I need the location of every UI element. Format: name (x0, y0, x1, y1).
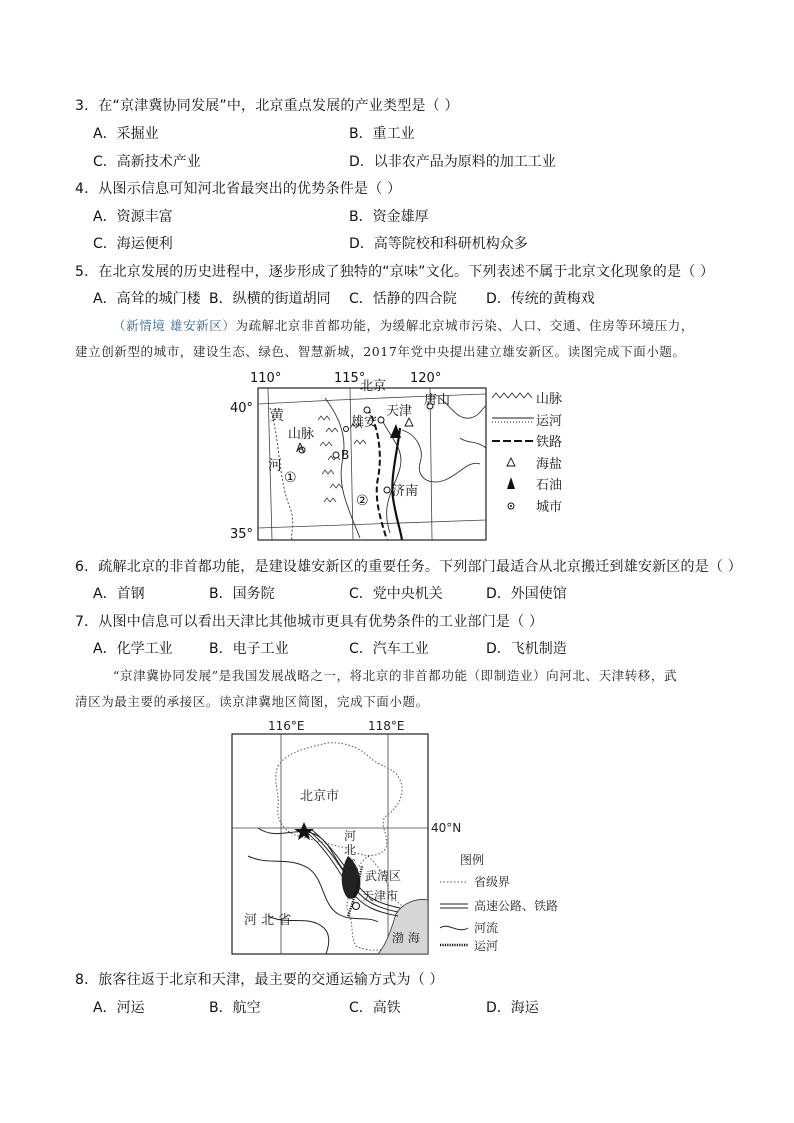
map1-lon-115: 115° (334, 371, 366, 386)
intro2-line2: 清区为最主要的承接区。读京津冀地区简图，完成下面小题。 (75, 694, 429, 709)
q8-option-d[interactable]: D．海运 (486, 1000, 539, 1016)
legend-sea-salt: 海盐 (536, 457, 563, 472)
q5-option-a[interactable]: A．高耸的城门楼 (93, 291, 201, 307)
q3-stem: 3．在“京津冀协同发展”中，北京重点发展的产业类型是（ ） (75, 98, 459, 114)
legend-canal: 运河 (536, 414, 563, 429)
map1-legend (492, 392, 562, 515)
q7-option-a[interactable]: A．化学工业 (93, 641, 173, 657)
intro1-tag: （新情境 雄安新区） (113, 318, 236, 333)
q5-option-b[interactable]: B．纵横的街道胡同 (209, 291, 331, 307)
map2-legend-title: 图例 (460, 853, 485, 867)
q5-option-c[interactable]: C．恬静的四合院 (349, 291, 457, 307)
map2-lat-40: 40°N (431, 821, 462, 835)
map2-hebei-v1: 河 (344, 829, 357, 843)
legend-city: 城市 (536, 500, 563, 515)
intro1-line1 (113, 316, 694, 334)
q4-stem: 4．从图示信息可知河北省最突出的优势条件是（ ） (75, 181, 402, 197)
map2-bohai-label: 渤 海 (392, 931, 420, 945)
map1-tangshan: 唐山 (424, 393, 451, 408)
map1-lat-40: 40° (230, 401, 254, 416)
map1-huang: 黄 (270, 408, 284, 424)
legend-railway: 铁路 (536, 435, 563, 450)
map1-he: 河 (268, 458, 282, 474)
q6-stem: 6．疏解北京的非首都功能，是建设雄安新区的重要任务。下列部门最适合从北京搬迁到雄安新区的是（ ） (75, 559, 742, 575)
q6-option-c[interactable]: C．党中央机关 (349, 586, 443, 602)
legend-mountain: 山脉 (536, 392, 563, 407)
legend-highway-railway: 高速公路、铁路 (474, 899, 559, 913)
map1-area-2: ② (356, 493, 369, 509)
legend-oil: 石油 (536, 478, 563, 493)
map1-shanmai: 山脉 (288, 427, 315, 442)
map-xiongan (230, 368, 600, 544)
q7-option-b[interactable]: B．电子工业 (209, 641, 289, 657)
map2-beijing-label: 北京市 (300, 789, 340, 804)
map1-area-1: ① (284, 470, 297, 486)
map2-tianjin-city (353, 903, 360, 910)
q8-option-b[interactable]: B．航空 (209, 1000, 261, 1016)
map2-tianjin-label: 天津市 (362, 889, 399, 903)
map1-beijing: 北京 (360, 379, 387, 394)
q8-option-c[interactable]: C．高铁 (349, 1000, 401, 1016)
q8-option-a[interactable]: A．河运 (93, 1000, 145, 1016)
map2-lon-116: 116°E (268, 719, 305, 733)
map1-lat-35: 35° (230, 527, 254, 542)
legend-canal: 运河 (474, 939, 499, 953)
map1-point-b: B (341, 448, 350, 462)
map1-xiongan: 雄安 (351, 415, 378, 430)
map2-hebei-v2: 北 (344, 843, 357, 857)
q7-option-d[interactable]: D．飞机制造 (486, 641, 567, 657)
map-jingjinji (228, 716, 598, 956)
intro2-line1: “京津冀协同发展”是我国发展战略之一，将北京的非首都功能（即制造业）向河北、天津转移，武 (113, 668, 678, 683)
intro1-line2: 建立创新型的城市，建设生态、绿色、智慧新城，2017年党中央提出建立雄安新区。读图完成下面小题。 (75, 344, 686, 359)
legend-province-border: 省级界 (474, 875, 511, 889)
q6-option-d[interactable]: D．外国使馆 (486, 586, 567, 602)
map1-tianjin: 天津 (386, 404, 413, 419)
map2-hebei-v3: 省 (344, 857, 357, 871)
q4-option-b[interactable]: B．资金雄厚 (349, 209, 429, 225)
intro1-text: 为疏解北京非首都功能，为缓解北京城市污染、人口、交通、住房等环境压力， (235, 318, 694, 333)
q3-option-b[interactable]: B．重工业 (349, 126, 415, 142)
q6-option-a[interactable]: A．首钢 (93, 586, 145, 602)
q7-option-c[interactable]: C．汽车工业 (349, 641, 429, 657)
map1-frame (258, 388, 486, 540)
q5-stem: 5．在北京发展的历史进程中，逐步形成了独特的“京味”文化。下列表述不属于北京文化现象的是（ ） (75, 264, 715, 280)
map1-jinan: 济南 (392, 484, 419, 499)
map2-hebei-label: 河 北 省 (244, 913, 292, 928)
q4-option-d[interactable]: D．高等院校和科研机构众多 (349, 236, 528, 252)
q4-option-a[interactable]: A．资源丰富 (93, 209, 173, 225)
q6-option-b[interactable]: B．国务院 (209, 586, 275, 602)
map2-lon-118: 118°E (368, 719, 405, 733)
map1-lon-120: 120° (410, 371, 442, 386)
map2-legend (440, 852, 558, 953)
map2-wuqing-label: 武清区 (365, 869, 402, 883)
q3-option-a[interactable]: A．采掘业 (93, 126, 159, 142)
q4-option-c[interactable]: C．海运便利 (93, 236, 173, 252)
q8-stem: 8．旅客往返于北京和天津，最主要的交通运输方式为（ ） (75, 972, 444, 988)
q3-option-c[interactable]: C．高新技术产业 (93, 154, 201, 170)
map1-point-a: A (296, 441, 305, 455)
q3-option-d[interactable]: D．以非农产品为原料的加工工业 (349, 154, 556, 170)
map1-lon-110: 110° (250, 371, 282, 386)
q5-option-d[interactable]: D．传统的黄梅戏 (486, 291, 595, 307)
legend-river: 河流 (474, 921, 499, 935)
q7-stem: 7．从图中信息可以看出天津比其他城市更具有优势条件的工业部门是（ ） (75, 614, 544, 630)
